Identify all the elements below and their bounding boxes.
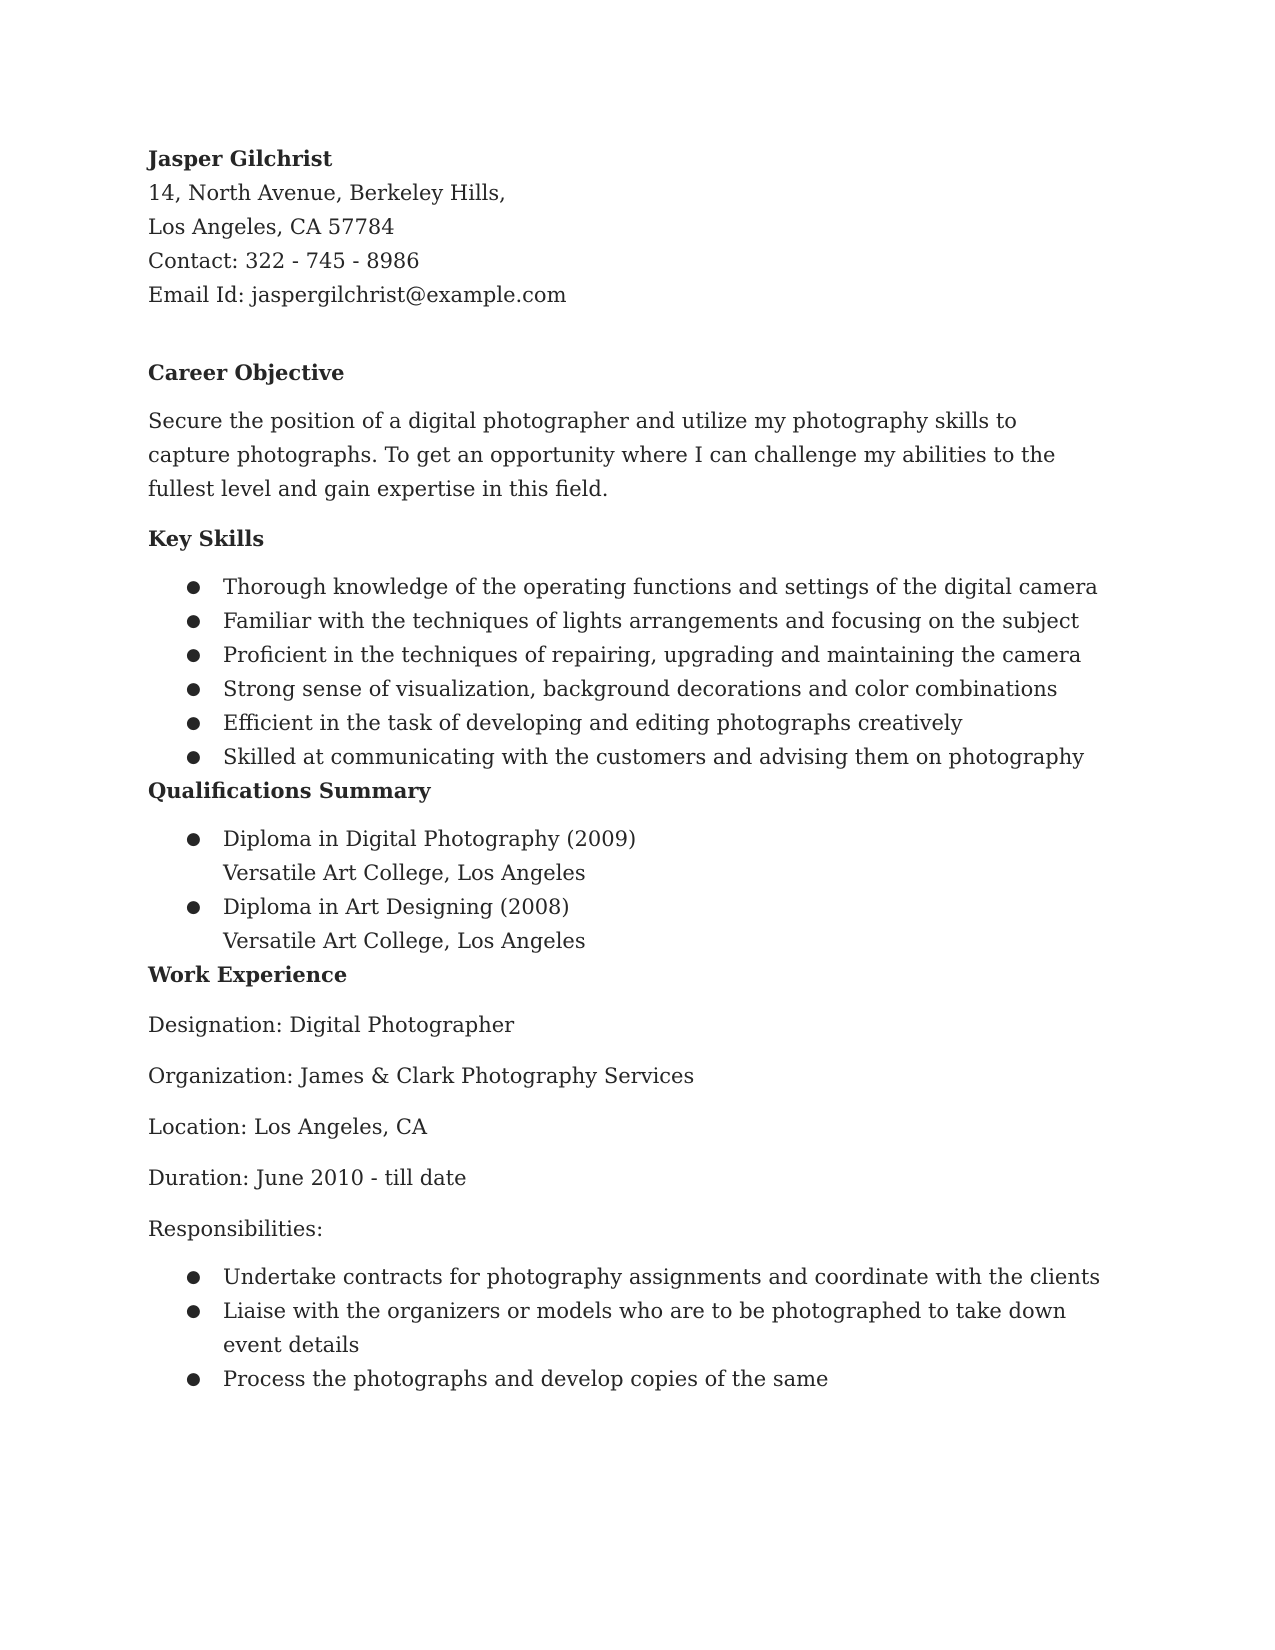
list-item: [148, 1294, 1138, 1362]
list-item: [148, 672, 1138, 706]
bullet-icon: ●: [186, 645, 201, 665]
skill-text: Skilled at communicating with the customers and advising them on photography: [223, 745, 1085, 769]
qualification-institution: Versatile Art College, Los Angeles: [223, 929, 586, 953]
work-duration: Duration: June 2010 - till date: [148, 1166, 467, 1190]
responsibilities-list: [148, 1260, 1138, 1396]
responsibility-text: Liaise with the organizers or models who are to be photographed to take down: [223, 1299, 1067, 1323]
work-experience-heading: Work Experience: [148, 962, 348, 987]
address-line-1: 14, North Avenue, Berkeley Hills,: [148, 181, 506, 205]
resume-page: [148, 142, 1138, 1396]
list-item: [148, 890, 1138, 958]
bullet-icon: ●: [186, 577, 201, 597]
list-item: [148, 822, 1138, 890]
bullet-icon: ●: [186, 897, 201, 917]
objective-line: fullest level and gain expertise in this field.: [148, 477, 609, 501]
bullet-icon: ●: [186, 1267, 201, 1287]
bullet-icon: ●: [186, 747, 201, 767]
skill-text: Efficient in the task of developing and editing photographs creatively: [223, 711, 963, 735]
address-line-2: Los Angeles, CA 57784: [148, 215, 395, 239]
work-location: Location: Los Angeles, CA: [148, 1115, 428, 1139]
list-item: [148, 570, 1138, 604]
contact-block: [148, 142, 1138, 312]
bullet-icon: ●: [186, 1301, 201, 1321]
qualifications-list: [148, 822, 1138, 958]
bullet-icon: ●: [186, 611, 201, 631]
list-item: [148, 740, 1138, 774]
list-item: [148, 706, 1138, 740]
contact-phone: Contact: 322 - 745 - 8986: [148, 249, 420, 273]
qualifications-heading: Qualifications Summary: [148, 778, 431, 803]
bullet-icon: ●: [186, 829, 201, 849]
objective-line: capture photographs. To get an opportunity where I can challenge my abilities to the: [148, 443, 1056, 467]
key-skills-heading: Key Skills: [148, 526, 265, 551]
skill-text: Strong sense of visualization, background decorations and color combinations: [223, 677, 1058, 701]
responsibility-text: Process the photographs and develop copies of the same: [223, 1367, 829, 1391]
career-objective-text: [148, 404, 1138, 506]
bullet-icon: ●: [186, 713, 201, 733]
list-item: [148, 604, 1138, 638]
skill-text: Thorough knowledge of the operating functions and settings of the digital camera: [223, 575, 1098, 599]
key-skills-list: [148, 570, 1138, 774]
work-organization: Organization: James & Clark Photography Services: [148, 1064, 695, 1088]
responsibilities-label: Responsibilities:: [148, 1217, 324, 1241]
responsibility-text: Undertake contracts for photography assignments and coordinate with the clients: [223, 1265, 1101, 1289]
qualification-title: Diploma in Art Designing (2008): [223, 895, 570, 919]
skill-text: Familiar with the techniques of lights arrangements and focusing on the subject: [223, 609, 1080, 633]
responsibility-text: event details: [223, 1333, 360, 1357]
career-objective-heading: Career Objective: [148, 360, 345, 385]
objective-line: Secure the position of a digital photographer and utilize my photography skills to: [148, 409, 1017, 433]
candidate-name: Jasper Gilchrist: [148, 146, 333, 171]
qualification-title: Diploma in Digital Photography (2009): [223, 827, 637, 851]
work-designation: Designation: Digital Photographer: [148, 1013, 515, 1037]
contact-email: Email Id: jaspergilchrist@example.com: [148, 283, 567, 307]
list-item: [148, 638, 1138, 672]
list-item: [148, 1260, 1138, 1294]
bullet-icon: ●: [186, 679, 201, 699]
bullet-icon: ●: [186, 1369, 201, 1389]
list-item: [148, 1362, 1138, 1396]
qualification-institution: Versatile Art College, Los Angeles: [223, 861, 586, 885]
skill-text: Proficient in the techniques of repairing, upgrading and maintaining the camera: [223, 643, 1082, 667]
